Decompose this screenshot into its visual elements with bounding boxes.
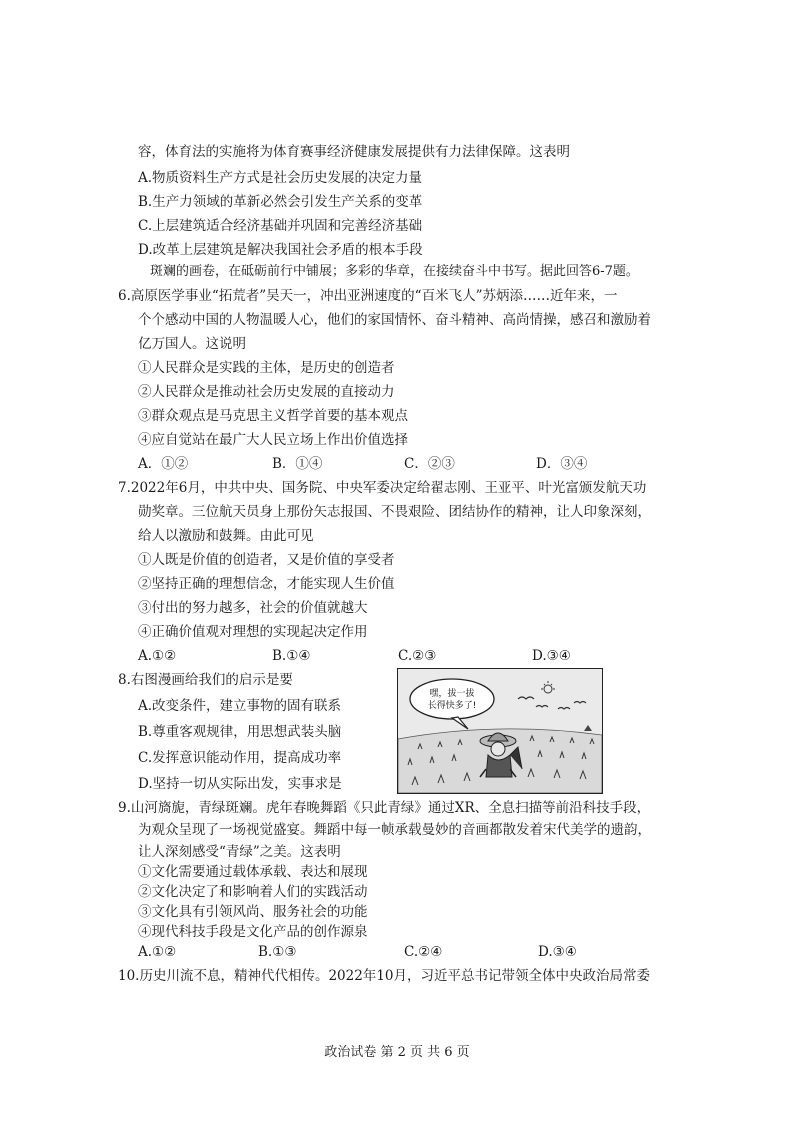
q6-option-b: B．①④ bbox=[272, 456, 323, 472]
q6-item-1: ①人民群众是实践的主体，是历史的创造者 bbox=[138, 360, 395, 376]
q7-option-d: D.③④ bbox=[532, 648, 571, 664]
q8-option-c: C.发挥意识能动作用，提高成功率 bbox=[138, 750, 342, 766]
q7-option-c: C.②③ bbox=[398, 648, 437, 664]
q6-option-a: A．①② bbox=[138, 456, 189, 472]
q8-option-b: B.尊重客观规律，用思想武装头脑 bbox=[138, 724, 342, 740]
q7-stem-line-2: 勋奖章。三位航天员身上那份矢志报国、不畏艰险、团结协作的精神，让人印象深刻， bbox=[138, 504, 651, 520]
q6-option-d: D．③④ bbox=[536, 456, 588, 472]
q7-options bbox=[138, 646, 658, 666]
q10-stem-line-1: 10.历史川流不息，精神代代相传。2022年10月，习近平总书记带领全体中央政治局常委 bbox=[118, 968, 651, 984]
q7-item-1: ①人既是价值的创造者，又是价值的享受者 bbox=[138, 552, 395, 568]
q8-option-d: D.坚持一切从实际出发，实事求是 bbox=[138, 776, 342, 792]
intro-option-a: A.物质资料生产方式是社会历史发展的决定力量 bbox=[138, 170, 423, 186]
q7-option-b: B.①④ bbox=[272, 648, 311, 664]
intro-option-b: B.生产力领域的革新必然会引发生产关系的变革 bbox=[138, 194, 423, 210]
q6-item-2: ②人民群众是推动社会历史发展的直接动力 bbox=[138, 384, 395, 400]
q9-stem-line-2: 为观众呈现了一场视觉盛宴。舞蹈中每一帧承载曼妙的音画都散发着宋代美学的遗韵， bbox=[138, 822, 651, 838]
question-group-lead: 斑斓的画卷，在砥砺前行中铺展；多彩的华章，在接续奋斗中书写。据此回答6-7题。 bbox=[150, 264, 639, 279]
speech-text-1: 嘿，拔一拔 bbox=[429, 689, 475, 699]
q9-option-a: A.①② bbox=[138, 944, 177, 960]
intro-line: 容，体育法的实施将为体育赛事经济健康发展提供有力法律保障。这表明 bbox=[138, 144, 570, 160]
q6-item-3: ③群众观点是马克思主义哲学首要的基本观点 bbox=[138, 408, 408, 424]
q9-options bbox=[138, 942, 658, 962]
speech-bubble bbox=[410, 679, 494, 719]
intro-option-c: C.上层建筑适合经济基础并巩固和完善经济基础 bbox=[138, 218, 423, 234]
q7-option-a: A.①② bbox=[138, 648, 177, 664]
q9-option-d: D.③④ bbox=[538, 944, 577, 960]
intro-option-d: D.改革上层建筑是解决我国社会矛盾的根本手段 bbox=[138, 242, 423, 258]
q9-stem-line-3: 让人深刻感受“青绿”之美。这表明 bbox=[138, 844, 341, 860]
q9-item-3: ③文化具有引领风尚、服务社会的功能 bbox=[138, 904, 368, 920]
q9-item-4: ④现代科技手段是文化产品的创作源泉 bbox=[138, 924, 368, 940]
q6-options bbox=[138, 454, 658, 474]
q9-option-c: C.②④ bbox=[404, 944, 443, 960]
q6-stem-line-3: 亿万国人。这说明 bbox=[138, 336, 246, 352]
q7-item-2: ②坚持正确的理想信念，才能实现人生价值 bbox=[138, 576, 395, 592]
page-footer: 政治试卷 第 2 页 共 6 页 bbox=[324, 1045, 470, 1060]
q7-item-3: ③付出的努力越多，社会的价值就越大 bbox=[138, 600, 368, 616]
q6-stem-line-2: 个个感动中国的人物温暖人心，他们的家国情怀、奋斗精神、高尚情操，感召和激励着 bbox=[138, 312, 651, 328]
q6-option-c: C．②③ bbox=[404, 456, 455, 472]
q9-item-2: ②文化决定了和影响着人们的实践活动 bbox=[138, 884, 368, 900]
q7-item-4: ④正确价值观对理想的实现起决定作用 bbox=[138, 624, 368, 640]
q6-stem-line-1: 6.高原医学事业“拓荒者”吴天一，冲出亚洲速度的“百米飞人”苏炳添……近年来，一 bbox=[118, 288, 618, 304]
q7-stem-line-3: 给人以激励和鼓舞。由此可见 bbox=[138, 528, 314, 544]
q9-item-1: ①文化需要通过载体承载、表达和展现 bbox=[138, 864, 368, 880]
q8-stem: 8.右图漫画给我们的启示是要 bbox=[118, 672, 293, 688]
q8-option-a: A.改变条件，建立事物的固有联系 bbox=[138, 698, 342, 714]
q7-stem-line-1: 7.2022年6月，中共中央、国务院、中央军委决定给翟志刚、王亚平、叶光富颁发航天功 bbox=[118, 480, 647, 496]
speech-text-2: 长得快多了! bbox=[427, 701, 477, 711]
q9-stem-line-1: 9.山河旖旎，青绿斑斓。虎年春晚舞蹈《只此青绿》通过XR、全息扫描等前沿科技手段， bbox=[118, 800, 651, 816]
cartoon-image bbox=[397, 668, 603, 794]
cartoon-illustration bbox=[398, 669, 602, 793]
q9-option-b: B.①③ bbox=[258, 944, 297, 960]
q6-item-4: ④应自觉站在最广大人民立场上作出价值选择 bbox=[138, 432, 408, 448]
